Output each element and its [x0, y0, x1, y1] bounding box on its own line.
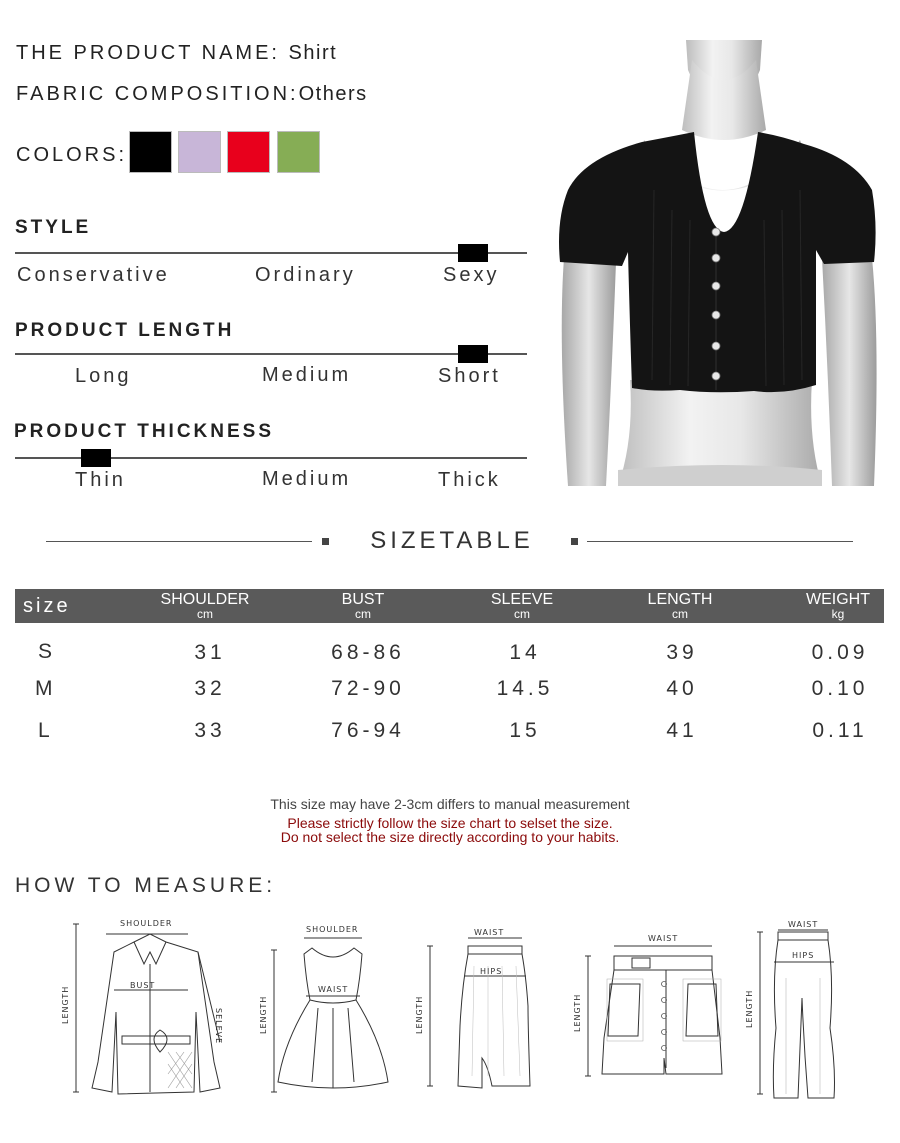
attr-option: Thick	[438, 469, 501, 491]
fabric-label: FABRIC COMPOSITION:	[16, 83, 299, 105]
fabric-row	[16, 83, 368, 106]
attr-option: Short	[438, 365, 501, 387]
column-unit: cm	[197, 607, 213, 621]
hips-label: HIPS	[480, 967, 503, 976]
row-size: S	[38, 640, 53, 663]
product-photo	[554, 40, 884, 486]
attr-option: Medium	[262, 364, 352, 386]
jacket-diagram	[58, 912, 234, 1098]
attr-option: Thin	[75, 469, 126, 491]
cell-weight: 0.11	[812, 719, 868, 742]
column-header	[298, 591, 428, 620]
cell-shoulder: 33	[194, 719, 226, 742]
column-unit: kg	[831, 607, 845, 621]
product-name-row	[16, 42, 337, 65]
color-swatch[interactable]	[178, 131, 221, 173]
length-label: LENGTH	[745, 989, 754, 1028]
cell-weight: 0.09	[811, 641, 869, 664]
sizetable-rule-right	[587, 541, 853, 542]
product-name-label: THE PRODUCT NAME:	[16, 42, 280, 64]
attr-option: Medium	[262, 468, 352, 490]
column-header	[773, 591, 900, 620]
sleeve-label: SELEVE	[214, 1008, 223, 1045]
waist-label: WAIST	[788, 920, 819, 929]
attr-option: Conservative	[17, 264, 170, 286]
column-name: WEIGHT	[806, 591, 870, 608]
cell-bust: 68-86	[331, 641, 405, 664]
size-warning-1: Please strictly follow the size chart to selset the size.	[287, 815, 613, 831]
shorts-diagram	[570, 928, 730, 1084]
attr-title: STYLE	[15, 217, 92, 238]
cell-bust: 72-90	[331, 677, 405, 700]
measurement-note: This size may have 2-3cm differs to manual measurement	[270, 796, 630, 812]
attr-scale-line	[15, 353, 527, 355]
pants-diagram	[742, 918, 848, 1104]
row-size: L	[38, 719, 50, 742]
size-column-header: size	[23, 595, 71, 617]
attr-scale-line	[15, 252, 527, 254]
row-size: M	[35, 677, 53, 700]
attr-selected-marker	[458, 345, 488, 363]
sizetable-dot-right	[571, 538, 578, 545]
column-header	[457, 591, 587, 620]
column-name: SHOULDER	[160, 591, 250, 608]
attr-option: Sexy	[443, 264, 500, 286]
color-swatch[interactable]	[277, 131, 320, 173]
cell-bust: 76-94	[331, 719, 405, 742]
cell-length: 39	[666, 641, 698, 664]
colors-label: COLORS:	[16, 144, 128, 166]
length-label: LENGTH	[61, 985, 70, 1024]
cell-length: 40	[666, 677, 698, 700]
column-unit: cm	[672, 607, 688, 621]
attr-title: PRODUCT LENGTH	[15, 320, 235, 341]
cell-shoulder: 31	[194, 641, 226, 664]
dress-diagram	[258, 922, 398, 1096]
waist-label: WAIST	[474, 928, 505, 937]
how-to-measure-title: HOW TO MEASURE:	[15, 874, 277, 897]
attr-selected-marker	[81, 449, 111, 467]
bust-label: BUST	[130, 981, 156, 990]
attr-title: PRODUCT THICKNESS	[14, 421, 275, 442]
color-swatch[interactable]	[129, 131, 172, 173]
waist-label: WAIST	[648, 934, 679, 943]
size-table-header	[15, 589, 884, 623]
cell-sleeve: 14.5	[496, 677, 554, 700]
cell-sleeve: 14	[509, 641, 541, 664]
size-warning-2: Do not select the size directly according to your habits.	[280, 829, 620, 845]
column-header	[140, 591, 270, 620]
attr-selected-marker	[458, 244, 488, 262]
column-unit: cm	[514, 607, 530, 621]
product-name-value: Shirt	[288, 42, 338, 64]
column-unit: cm	[355, 607, 371, 621]
sizetable-dot-left	[322, 538, 329, 545]
attr-option: Ordinary	[255, 264, 356, 286]
sizetable-rule-left	[46, 541, 312, 542]
shoulder-label: SHOULDER	[120, 919, 173, 928]
fabric-value: Others	[298, 83, 368, 105]
cell-weight: 0.10	[811, 677, 869, 700]
waist-label: WAIST	[318, 985, 349, 994]
cell-sleeve: 15	[509, 719, 541, 742]
attr-option: Long	[75, 365, 132, 387]
skirt-diagram	[412, 926, 542, 1092]
column-name: LENGTH	[647, 591, 713, 608]
shoulder-label: SHOULDER	[306, 925, 359, 934]
column-name: SLEEVE	[490, 591, 554, 608]
column-header	[615, 591, 745, 620]
length-label: LENGTH	[259, 995, 268, 1034]
cell-shoulder: 32	[194, 677, 226, 700]
column-name: BUST	[341, 591, 385, 608]
sizetable-title: SIZETABLE	[370, 527, 534, 554]
cell-length: 41	[666, 719, 698, 742]
length-label: LENGTH	[415, 995, 424, 1034]
length-label: LENGTH	[573, 993, 582, 1032]
hips-label: HIPS	[792, 951, 815, 960]
color-swatch[interactable]	[227, 131, 270, 173]
